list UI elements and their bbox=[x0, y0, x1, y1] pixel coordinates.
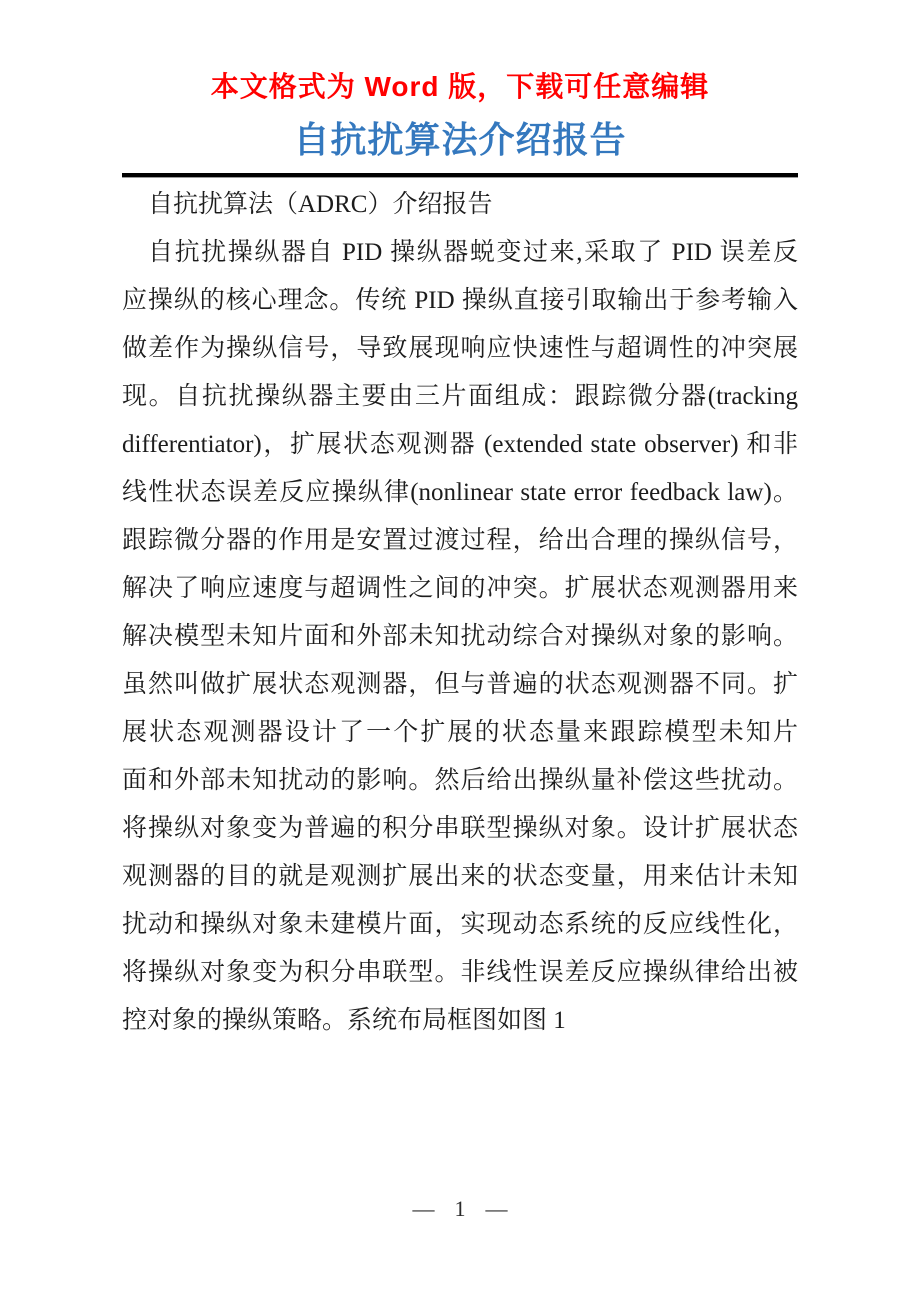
body-line: 自抗扰操纵器自 PID 操纵器蜕变过来,采取了 PID 误差反 bbox=[148, 239, 798, 266]
body-line: 应操纵的核心理念。传统 PID 操纵直接引取输出于参考输入 bbox=[122, 287, 798, 314]
page-number: 1 bbox=[454, 1196, 466, 1221]
body-line: 跟踪微分器的作用是安置过渡过程，给出合理的操纵信号， bbox=[122, 527, 798, 554]
document-body bbox=[122, 181, 798, 1045]
body-line: 解决了响应速度与超调性之间的冲突。扩展状态观测器用来 bbox=[122, 575, 798, 602]
document-title: 自抗扰算法介绍报告 bbox=[293, 119, 627, 160]
body-line: 控对象的操纵策略。系统布局框图如图 1 bbox=[122, 1007, 566, 1034]
body-line: 现。自抗扰操纵器主要由三片面组成：跟踪微分器(tracking bbox=[122, 383, 798, 410]
body-line: 展状态观测器设计了一个扩展的状态量来跟踪模型未知片 bbox=[122, 719, 798, 746]
body-line: 做差作为操纵信号，导致展现响应快速性与超调性的冲突展 bbox=[122, 335, 798, 362]
body-line: 面和外部未知扰动的影响。然后给出操纵量补偿这些扰动。 bbox=[122, 767, 798, 794]
body-line: 将操纵对象变为积分串联型。非线性误差反应操纵律给出被 bbox=[122, 959, 798, 986]
format-banner: 本文格式为 Word 版，下载可任意编辑 bbox=[210, 71, 710, 102]
body-line: 线性状态误差反应操纵律(nonlinear state error feedback law)。 bbox=[122, 479, 798, 506]
body-line: 虽然叫做扩展状态观测器，但与普遍的状态观测器不同。扩 bbox=[122, 671, 798, 698]
body-line: 扰动和操纵对象未建模片面，实现动态系统的反应线性化， bbox=[122, 911, 798, 938]
footer-dash-right: — bbox=[485, 1196, 508, 1221]
body-line: 自抗扰算法（ADRC）介绍报告 bbox=[148, 191, 493, 218]
title-divider bbox=[122, 173, 798, 178]
page-footer bbox=[0, 1196, 920, 1222]
body-line: 解决模型未知片面和外部未知扰动综合对操纵对象的影响。 bbox=[122, 623, 798, 650]
body-line: 将操纵对象变为普遍的积分串联型操纵对象。设计扩展状态 bbox=[122, 815, 798, 842]
body-line: 观测器的目的就是观测扩展出来的状态变量，用来估计未知 bbox=[122, 863, 798, 890]
footer-dash-left: — bbox=[412, 1196, 435, 1221]
body-line: differentiator)，扩展状态观测器 (extended state observer) 和非 bbox=[122, 431, 798, 458]
